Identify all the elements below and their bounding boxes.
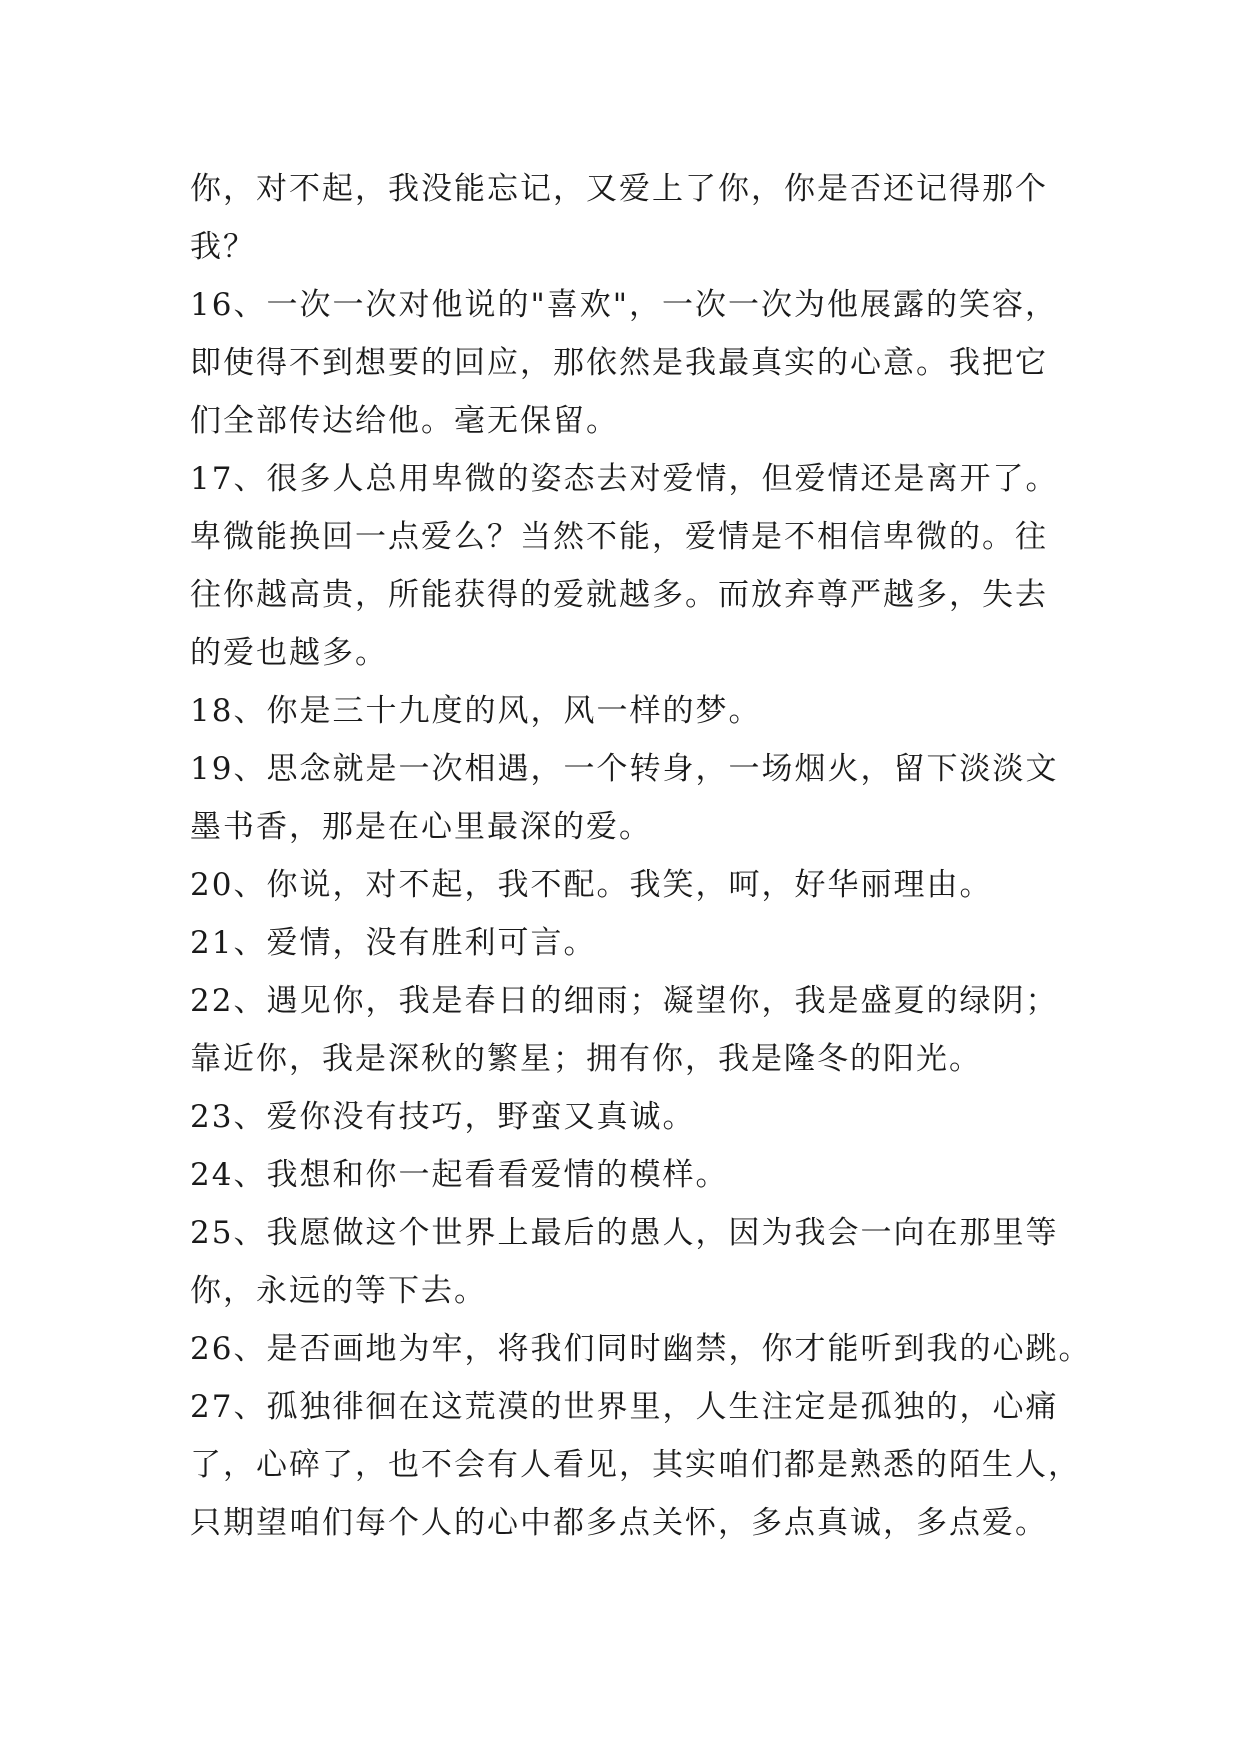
text-line: 22、遇见你，我是春日的细雨；凝望你，我是盛夏的绿阴； — [190, 983, 1059, 1019]
text-line: 靠近你，我是深秋的繁星；拥有你，我是隆冬的阳光。 — [190, 1041, 982, 1077]
text-line: 17、很多人总用卑微的姿态去对爱情，但爱情还是离开了。 — [190, 461, 1059, 497]
text-line: 16、一次一次对他说的"喜欢"，一次一次为他展露的笑容， — [190, 287, 1058, 323]
text-line: 27、孤独徘徊在这荒漠的世界里，人生注定是孤独的，心痛 — [190, 1389, 1059, 1425]
text-line: 我？ — [190, 229, 256, 265]
document-body — [190, 160, 1092, 1552]
text-line: 你，永远的等下去。 — [190, 1273, 487, 1309]
text-line: 24、我想和你一起看看爱情的模样。 — [190, 1157, 729, 1193]
text-line: 了，心碎了，也不会有人看见，其实咱们都是熟悉的陌生人， — [190, 1447, 1081, 1483]
text-line: 你，对不起，我没能忘记，又爱上了你，你是否还记得那个 — [190, 171, 1048, 207]
text-line: 26、是否画地为牢，将我们同时幽禁，你才能听到我的心跳。 — [190, 1331, 1092, 1367]
text-line: 们全部传达给他。毫无保留。 — [190, 403, 619, 439]
text-line: 只期望咱们每个人的心中都多点关怀，多点真诚，多点爱。 — [190, 1505, 1048, 1541]
text-line: 卑微能换回一点爱么？当然不能，爱情是不相信卑微的。往 — [190, 519, 1048, 555]
text-line: 25、我愿做这个世界上最后的愚人，因为我会一向在那里等 — [190, 1215, 1059, 1251]
text-line: 20、你说，对不起，我不配。我笑，呵，好华丽理由。 — [190, 867, 993, 903]
text-line: 21、爱情，没有胜利可言。 — [190, 925, 597, 961]
text-line: 即使得不到想要的回应，那依然是我最真实的心意。我把它 — [190, 345, 1048, 381]
text-line: 18、你是三十九度的风，风一样的梦。 — [190, 693, 762, 729]
text-line: 的爱也越多。 — [190, 635, 388, 671]
text-line: 23、爱你没有技巧，野蛮又真诚。 — [190, 1099, 696, 1135]
text-line: 墨书香，那是在心里最深的爱。 — [190, 809, 652, 845]
text-line: 19、思念就是一次相遇，一个转身，一场烟火，留下淡淡文 — [190, 751, 1059, 787]
text-line: 往你越高贵，所能获得的爱就越多。而放弃尊严越多，失去 — [190, 577, 1048, 613]
